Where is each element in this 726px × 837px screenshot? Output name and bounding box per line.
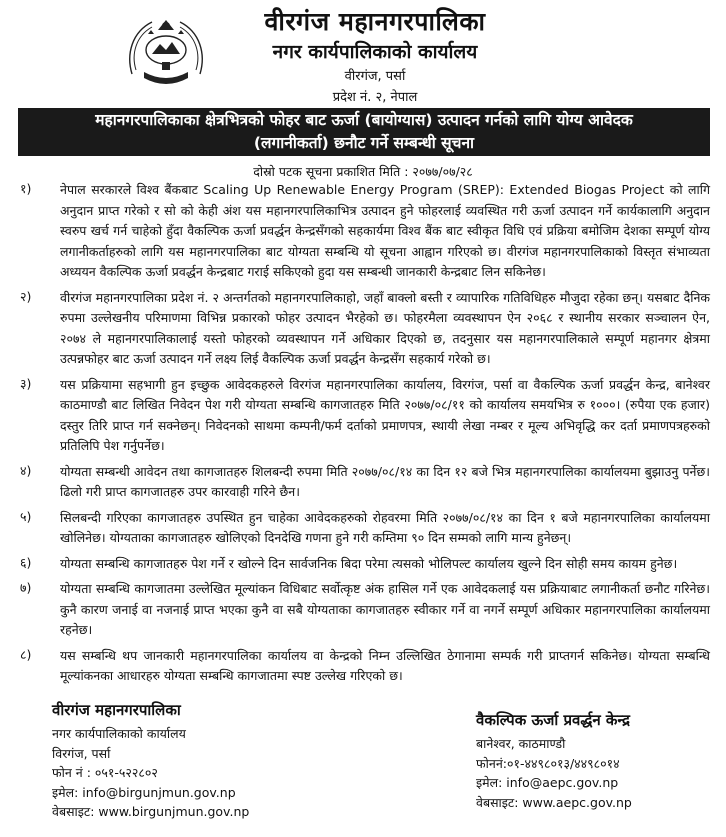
footer-left-city: विरगंज, पर्सा — [52, 745, 111, 761]
nepal-government-emblem-icon — [122, 14, 210, 88]
list-item — [18, 579, 710, 641]
footer-right-website: वेबसाइट: www.aepc.gov.np — [476, 794, 632, 810]
footer-left-title: वीरगंज महानगरपालिका — [52, 701, 181, 719]
footer-right-title: वैकल्पिक ऊर्जा प्रवर्द्धन केन्द्र — [476, 711, 630, 729]
item-text: यस सम्बन्धि थप जानकारी महानगरपालिका कार्यालय वा केन्द्रको निम्न उल्लिखित ठेगानामा सम्पर्क गरी प्राप्तगर्न सकिनेछ। योग्यता सम्बन्धि मूल्यांकनका आधारहरु योग्यता सम्बन्धि कागजातमा स्पष्ट उल्लेख गरिएको छ। — [60, 647, 710, 683]
notice-title — [18, 108, 710, 156]
org-city: वीरगंज, पर्सा — [344, 69, 406, 84]
item-number: ४) — [20, 462, 32, 478]
item-number: २) — [20, 288, 32, 304]
item-number: ६) — [20, 554, 32, 570]
org-name: वीरगंज महानगरपालिका — [264, 7, 486, 36]
footer-left-website: वेबसाइट: www.birgunjmun.gov.np — [52, 804, 250, 819]
notice-title-line1: महानगरपालिकाका क्षेत्रभित्रको फोहर बाट ऊर्जा (बायोग्यास) उत्पादन गर्नको लागि योग्य आवेदक — [95, 111, 633, 129]
footer-left-phone: फोन नं : ०५१-५२२८०२ — [52, 765, 158, 780]
item-number: १) — [20, 181, 32, 196]
item-text: वीरगंज महानगरपालिका प्रदेश नं. २ अन्तर्गतको महानगरपालिकाहो, जहाँ बाक्लो बस्ती र व्यापारिक गतिविधिहरु मौजुदा रहेका छन्। यसबाट दैनिक रुपमा उल्लेखनीय परिमाणमा विभिन्न प्रकारको फोहर उत्पादन भैरहेको छ। फोहरमैला व्यवस्थापन ऐन २०६८ र स्थानीय सरकार सञ्चालन ऐन, २०७४ ले महानगरपालिकालाई यस्तो फोहरको व्यवस्थापन गर्ने अधिकार दिएको छ, तदनुसार यस महानगरपालिकाले सम्पूर्ण महानगर क्षेत्रमा उत्पन्नफोहर बाट ऊर्जा उत्पादन गर्ने लक्ष्य लिई वैकल्पिक ऊर्जा प्रवर्द्धन केन्द्रसँग सहकार्य गरेको छ। — [60, 289, 710, 366]
item-number: ८) — [20, 646, 32, 662]
list-item — [18, 646, 710, 687]
publish-date: दोस्रो पटक सूचना प्रकाशित मिति : २०७७/०७/२८ — [253, 164, 473, 179]
list-item — [18, 375, 710, 457]
item-number: ३) — [20, 375, 32, 391]
item-number: ७) — [20, 580, 32, 595]
notice-items — [18, 180, 710, 692]
item-text: योग्यता सम्बन्धि कागजातमा उल्लेखित मूल्यांकन विधिबाट सर्वोत्कृष्ट अंक हासिल गर्ने एक आवेदकलाई यस प्रक्रियाबाट लगानीकर्ता छनौट गरिनेछ। कुनै कारण जनाई वा नजनाई प्राप्त भएका कुनै वा सबै योग्यताका कागजातहरु स्वीकार गर्ने वा नगर्ने सम्पूर्ण अधिकार महानगरपालिका कार्यालयमा रहनेछ। — [60, 581, 710, 637]
footer-right-email: इमेल: info@aepc.gov.np — [476, 775, 619, 790]
item-text: योग्यता सम्बन्धी आवेदन तथा कागजातहरु शिलबन्दी रुपमा मिति २०७७/०८/१४ का दिन १२ बजे भित्र महानगरपालिका कार्यालयमा बुझाउनु पर्नेछ। ढिलो गरी प्राप्त कागजातहरु उपर कारवाही गरिने छैन। — [60, 463, 710, 499]
footer-contact-municipality — [52, 700, 382, 822]
list-item — [18, 462, 710, 503]
list-item — [18, 508, 710, 549]
footer-contact-aepc — [476, 710, 716, 812]
item-text: नेपाल सरकारले विश्व बैंकबाट Scaling Up Renewable Energy Program (SREP): Extended Biogas Project को लागि अनुदान प्राप्त गरेको र सो को केही अंश यस महानगरपालिकाभित्र उत्पादन हुने फोहरलाई व्यवस्थित गरी ऊर्जा उत्पादन गर्ने कार्यकालागि अनुदान स्वरुप खर्च गर्न चाहेको हुँदा वैकल्पिक ऊर्जा प्रवर्द्धन केन्द्रसँगको सहकार्यमा विश्व बैंक बाट स्वीकृत विधि एवं प्रक्रिया बमोजिम देशका सम्पूर्ण योग्य लगानीकर्ताहरुको लागि यस महानगरपालिका बाट योग्यता सम्बन्धि यो सूचना आह्वान गरिएको छ। वीरगंज महानगरपालिकाको विस्तृत संभाव्यता अध्ययन वैकल्पिक ऊर्जा प्रवर्द्धन केन्द्रबाट गराई सकिएको हुदा यस सम्बन्धी जानकारी केन्द्रबाट लिन सकिनेछ। — [60, 182, 711, 279]
footer-right-address: बानेश्वर, काठमाण्डौ — [476, 736, 566, 751]
item-number: ५) — [20, 508, 32, 524]
item-text: सिलबन्दी गरिएका कागजातहरु उपस्थित हुन चाहेका आवेदकहरुको रोहवरमा मिति २०७७/०८/१४ का दिन १ बजे महानगरपालिका कार्यालयमा खोलिनेछ। योग्यताका कागजातहरु खोलिएको दिनदेखि गणना हुने गरी कम्तिमा ९० दिन सम्मको लागि मान्य हुनेछन्। — [60, 509, 710, 545]
notice-title-line2: (लगानीकर्ता) छनौट गर्ने सम्बन्धी सूचना — [253, 134, 475, 152]
footer-left-email: इमेल: info@birgunjmun.gov.np — [52, 784, 236, 800]
org-province: प्रदेश नं. २, नेपाल — [332, 90, 418, 105]
footer-right-phone: फोननं:०१-४४९८०१३/४४९८०१४ — [476, 755, 620, 771]
list-item — [18, 288, 710, 370]
footer-left-office: नगर कार्यपालिकाको कार्यालय — [52, 726, 186, 741]
list-item — [18, 554, 710, 575]
list-item — [18, 180, 710, 283]
item-text: योग्यता सम्बन्धि कागजातहरु पेश गर्ने र खोल्ने दिन सार्वजनिक बिदा परेमा त्यसको भोलिपल्ट कार्यालय खुल्ने दिन सोही समय कायम हुनेछ। — [60, 555, 678, 571]
org-office: नगर कार्यपालिकाको कार्यालय — [272, 41, 478, 63]
item-text: यस प्रक्रियामा सहभागी हुन इच्छुक आवेदकहरुले विरगंज महानगरपालिका कार्यालय, विरगंज, पर्सा वा वैकल्पिक ऊर्जा प्रवर्द्धन केन्द्र, बानेश्वर काठमाण्डौ बाट लिखित निवेदन पेश गरी योग्यता सम्बन्धि कागजातहरु मिति २०७७/०८/११ को कार्यालय समयभित्र रु १०००। (रुपैया एक हजार) दस्तुर तिरि प्राप्त गर्न सक्नेछन्। निवेदनको साथमा कम्पनी/फर्म दर्ताको प्रमाणपत्र, स्थायी लेखा नम्बर र मूल्य अभिवृद्धि कर दर्ता प्रमाणपत्रहरुको प्रतिलिपि पेश गर्नुपर्नेछ। — [60, 376, 710, 453]
